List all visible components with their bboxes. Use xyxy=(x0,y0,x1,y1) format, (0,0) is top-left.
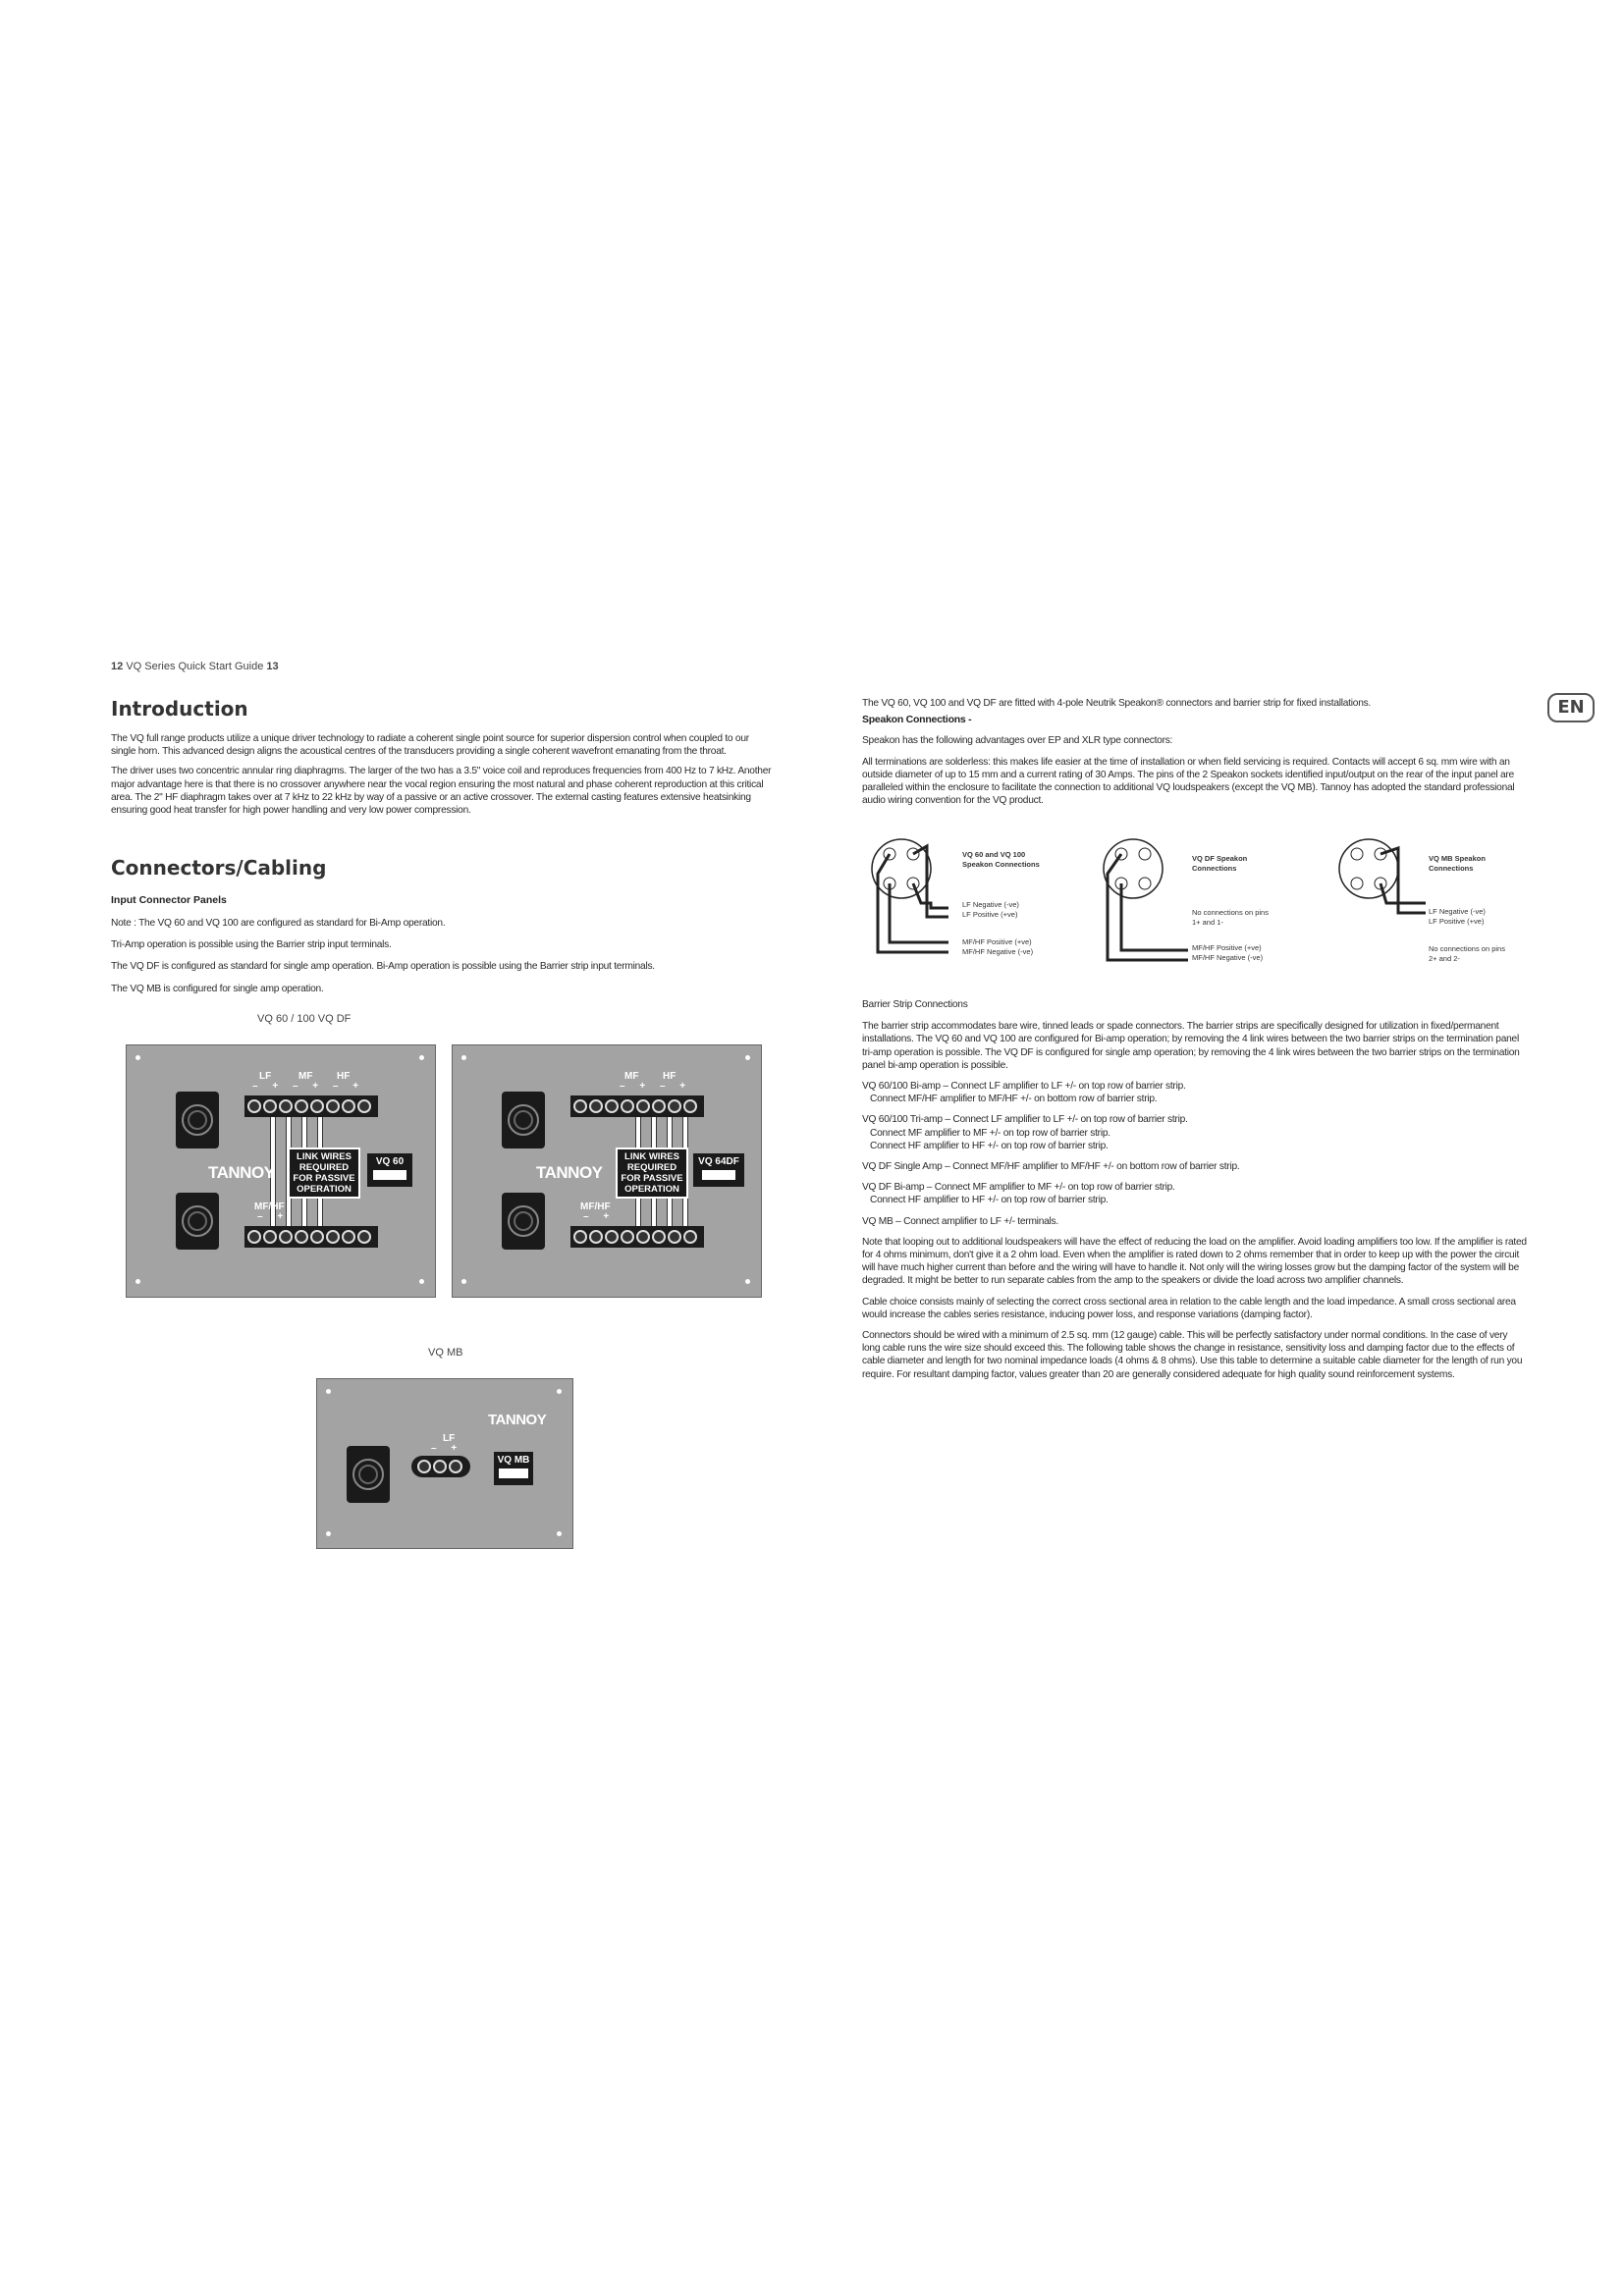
speakon-connector-bottom[interactable] xyxy=(502,1193,545,1250)
label-mf: MF xyxy=(298,1071,313,1082)
label-lf: LF xyxy=(259,1071,272,1082)
label-hf: HF xyxy=(337,1071,351,1082)
mb-line: VQ MB – Connect amplifier to LF +/- terminals. xyxy=(862,1215,1058,1227)
diagram-vq60-vq100 xyxy=(872,839,948,952)
language-badge: EN xyxy=(1547,693,1595,722)
vqdf-input-panel xyxy=(452,1044,762,1298)
diagram-3-labels: LF Negative (-ve) LF Positive (+ve) xyxy=(1429,907,1486,926)
diagram-1-labels-lower: MF/HF Positive (+ve) MF/HF Negative (-ve) xyxy=(962,937,1034,956)
vq60-input-panel xyxy=(126,1044,436,1298)
polarity-bottom: – + xyxy=(257,1211,290,1222)
df-biamp-line-2: Connect HF amplifier to HF +/- on top row of barrier strip. xyxy=(870,1195,1109,1206)
intro-text xyxy=(111,732,774,817)
intro-heading: Introduction xyxy=(111,697,248,721)
panels-subheading: Input Connector Panels xyxy=(111,894,227,906)
diagram-1-title: VQ 60 and VQ 100 Speakon Connections xyxy=(962,850,1040,869)
diagram-2-title: VQ DF Speakon Connections xyxy=(1192,854,1248,873)
caption-vq60-vqdf: VQ 60 / 100 VQ DF xyxy=(257,1013,352,1025)
guide-title: VQ Series Quick Start Guide xyxy=(126,661,264,672)
polarity-top: – + – + xyxy=(620,1081,692,1092)
triamp-line-2: Connect MF amplifier to MF +/- on top row of barrier strip. xyxy=(870,1127,1110,1139)
page-header xyxy=(111,661,279,672)
biamp-line-1: VQ 60/100 Bi-amp – Connect LF amplifier to LF +/- on top row of barrier strip. xyxy=(862,1081,1186,1093)
barrier-heading: Barrier Strip Connections xyxy=(862,999,968,1010)
diagram-3-title: VQ MB Speakon Connections xyxy=(1429,854,1486,873)
polarity-top: – + – + – + xyxy=(252,1081,365,1092)
vqmb-input-panel xyxy=(316,1378,573,1549)
label-lf: LF xyxy=(443,1433,456,1444)
label-mfhf: MF/HF xyxy=(254,1201,285,1212)
diagram-3-labels-lower: No connections on pins 2+ and 2- xyxy=(1429,944,1505,963)
caption-vqmb: VQ MB xyxy=(428,1347,463,1359)
page-number-left: 12 xyxy=(111,661,124,672)
label-mf: MF xyxy=(624,1071,639,1082)
panel-notes xyxy=(111,917,774,995)
barrier-strip-bottom[interactable] xyxy=(570,1226,704,1248)
diagram-1-labels: LF Negative (-ve) LF Positive (+ve) xyxy=(962,900,1019,919)
speakon-advantages: Speakon has the following advantages over EP and XLR type connectors: xyxy=(862,735,1173,747)
label-mfhf: MF/HF xyxy=(580,1201,611,1212)
tannoy-logo: TANNOY xyxy=(488,1412,547,1428)
df-biamp-line-1: VQ DF Bi-amp – Connect MF amplifier to MF +/- on top row of barrier strip. xyxy=(862,1182,1175,1194)
barrier-section xyxy=(862,998,1528,1381)
polarity-bottom: – + xyxy=(583,1211,616,1222)
biamp-line-2: Connect MF/HF amplifier to MF/HF +/- on bottom row of barrier strip. xyxy=(870,1094,1158,1105)
speakon-connector[interactable] xyxy=(347,1446,390,1503)
connectors-wiring: Connectors should be wired with a minimum of 2.5 sq. mm (12 gauge) cable. This will be perfectly satisfactory under normal conditions. In the case of very long cable runs the wire size should exceed this. The following table shows the change in resistance, sensitivity loss and damping factor due to the effects of cable diameter and length for two nominal impedance loads (4 ohms & 8 ohms). Use this table to determine a suitable cable diameter for the length of run you require. For resultant damping factor, values greater than 20 are generally considered adequate for high quality sound reinforcement systems. xyxy=(862,1330,1523,1380)
intro-paragraph-2: The driver uses two concentric annular ring diaphragms. The larger of the two has a 3.5" voice coil and reproduces frequencies from 400 Hz to 7 kHz. Another major advantage here is that there is no crossover anywhere near the vocal region ensuring the most natural and phase coherent reproduction at this critical area. The 2" HF diaphragm takes over at 7 kHz to 22 kHz by way of a passive or an active crossover. The external casting features extensive heatsinking ensuring good heat transfer for high power handling and very low power compression. xyxy=(111,766,772,817)
diagram-vqmb xyxy=(1339,839,1426,913)
connectors-heading: Connectors/Cabling xyxy=(111,856,327,880)
diagram-vqdf xyxy=(1104,839,1188,960)
model-label: VQ 60 xyxy=(367,1153,412,1187)
barrier-paragraph: The barrier strip accommodates bare wire, tinned leads or spade connectors. The barrier strips are specifically designed for utilization in fixed/permanent installations. The VQ 60 and VQ 100 are configured for Bi-amp operation; by removing the 4 link wires between the two barrier strips on the termination panel tri-amp operation is possible. The VQ DF is configured for single amp operation; by removing the 4 link wires between the two barrier strips on the termination panel bi-amp operation is possible. xyxy=(862,1021,1520,1071)
link-wires-label: LINK WIRES REQUIRED FOR PASSIVE OPERATION xyxy=(616,1148,688,1199)
barrier-strip-top[interactable] xyxy=(244,1095,378,1117)
barrier-strip[interactable] xyxy=(411,1456,470,1477)
polarity: – + xyxy=(431,1443,463,1454)
speakon-connector-top[interactable] xyxy=(176,1092,219,1148)
intro-paragraph-1: The VQ full range products utilize a unique driver technology to radiate a coherent single point source for superior dispersion control when coupled to our single horn. This advanced design aligns the acoustical centres of the transducers providing a single coherent wavefront emanating from the throat. xyxy=(111,733,749,758)
note-1: Note : The VQ 60 and VQ 100 are configured as standard for Bi-Amp operation. xyxy=(111,918,446,929)
speakon-intro: The VQ 60, VQ 100 and VQ DF are fitted with 4-pole Neutrik Speakon® connectors and barrier strip for fixed installations. xyxy=(862,698,1372,709)
label-hf: HF xyxy=(663,1071,677,1082)
right-column xyxy=(862,697,1528,807)
speakon-connector-top[interactable] xyxy=(502,1092,545,1148)
diagram-2-labels: No connections on pins 1+ and 1- xyxy=(1192,908,1269,927)
speakon-subheading: Speakon Connections - xyxy=(862,714,972,726)
model-label: VQ MB xyxy=(494,1452,533,1485)
speakon-details: All terminations are solderless: this makes life easier at the time of installation or when field servicing is required. Contacts will accept 6 sq. mm wire with an outside diameter of up to 15 mm and a current rating of 30 Amps. The pins of the 2 Speakon sockets identified input/output on the rear of the input panel are paralleled within the enclosure to facilitate the connection to additional VQ loudspeakers (except the VQ MB). Tannoy has adopted the standard professional audio wiring convention for the VQ product. xyxy=(862,756,1515,807)
model-label: VQ 64DF xyxy=(693,1153,744,1187)
diagram-2-labels-lower: MF/HF Positive (+ve) MF/HF Negative (-ve) xyxy=(1192,943,1264,962)
page-number-right: 13 xyxy=(266,661,279,672)
barrier-strip-top[interactable] xyxy=(570,1095,704,1117)
triamp-line-1: VQ 60/100 Tri-amp – Connect LF amplifier to LF +/- on top row of barrier strip. xyxy=(862,1114,1188,1126)
df-single-amp: VQ DF Single Amp – Connect MF/HF amplifier to MF/HF +/- on bottom row of barrier strip. xyxy=(862,1161,1240,1173)
cable-choice: Cable choice consists mainly of selecting the correct cross sectional area in relation to the cable length and the load impedance. A small cross sectional area would increase the cables series resistance, inducing power loss, and response variations (damping factor). xyxy=(862,1296,1516,1320)
tannoy-logo: TANNOY xyxy=(536,1163,603,1182)
note-3: The VQ DF is configured as standard for single amp operation. Bi-Amp operation is possible using the Barrier strip input terminals. xyxy=(111,961,655,973)
note-4: The VQ MB is configured for single amp operation. xyxy=(111,983,324,994)
loop-note: Note that looping out to additional loudspeakers will have the effect of reducing the load on the amplifier. Avoid loading amplifiers too low. If the amplifier is rated for 4 ohms minimum, don't give it a 2 ohm load. Even when the amplifier is rated down to 2 ohms remember that in order to keep up with the power the circuit will have much higher current than before and the wiring will have to handle it. Not only will the wiring losses grow but the damping factor of the system will be degraded. It might be better to run separate cables from the amp to the speakers or divide the load across two amplifier channels. xyxy=(862,1236,1527,1287)
triamp-line-3: Connect HF amplifier to HF +/- on top row of barrier strip. xyxy=(870,1140,1109,1151)
tannoy-logo: TANNOY xyxy=(208,1163,275,1182)
barrier-strip-bottom[interactable] xyxy=(244,1226,378,1248)
link-wires-label: LINK WIRES REQUIRED FOR PASSIVE OPERATION xyxy=(288,1148,360,1199)
note-2: Tri-Amp operation is possible using the Barrier strip input terminals. xyxy=(111,939,392,951)
speakon-connector-bottom[interactable] xyxy=(176,1193,219,1250)
